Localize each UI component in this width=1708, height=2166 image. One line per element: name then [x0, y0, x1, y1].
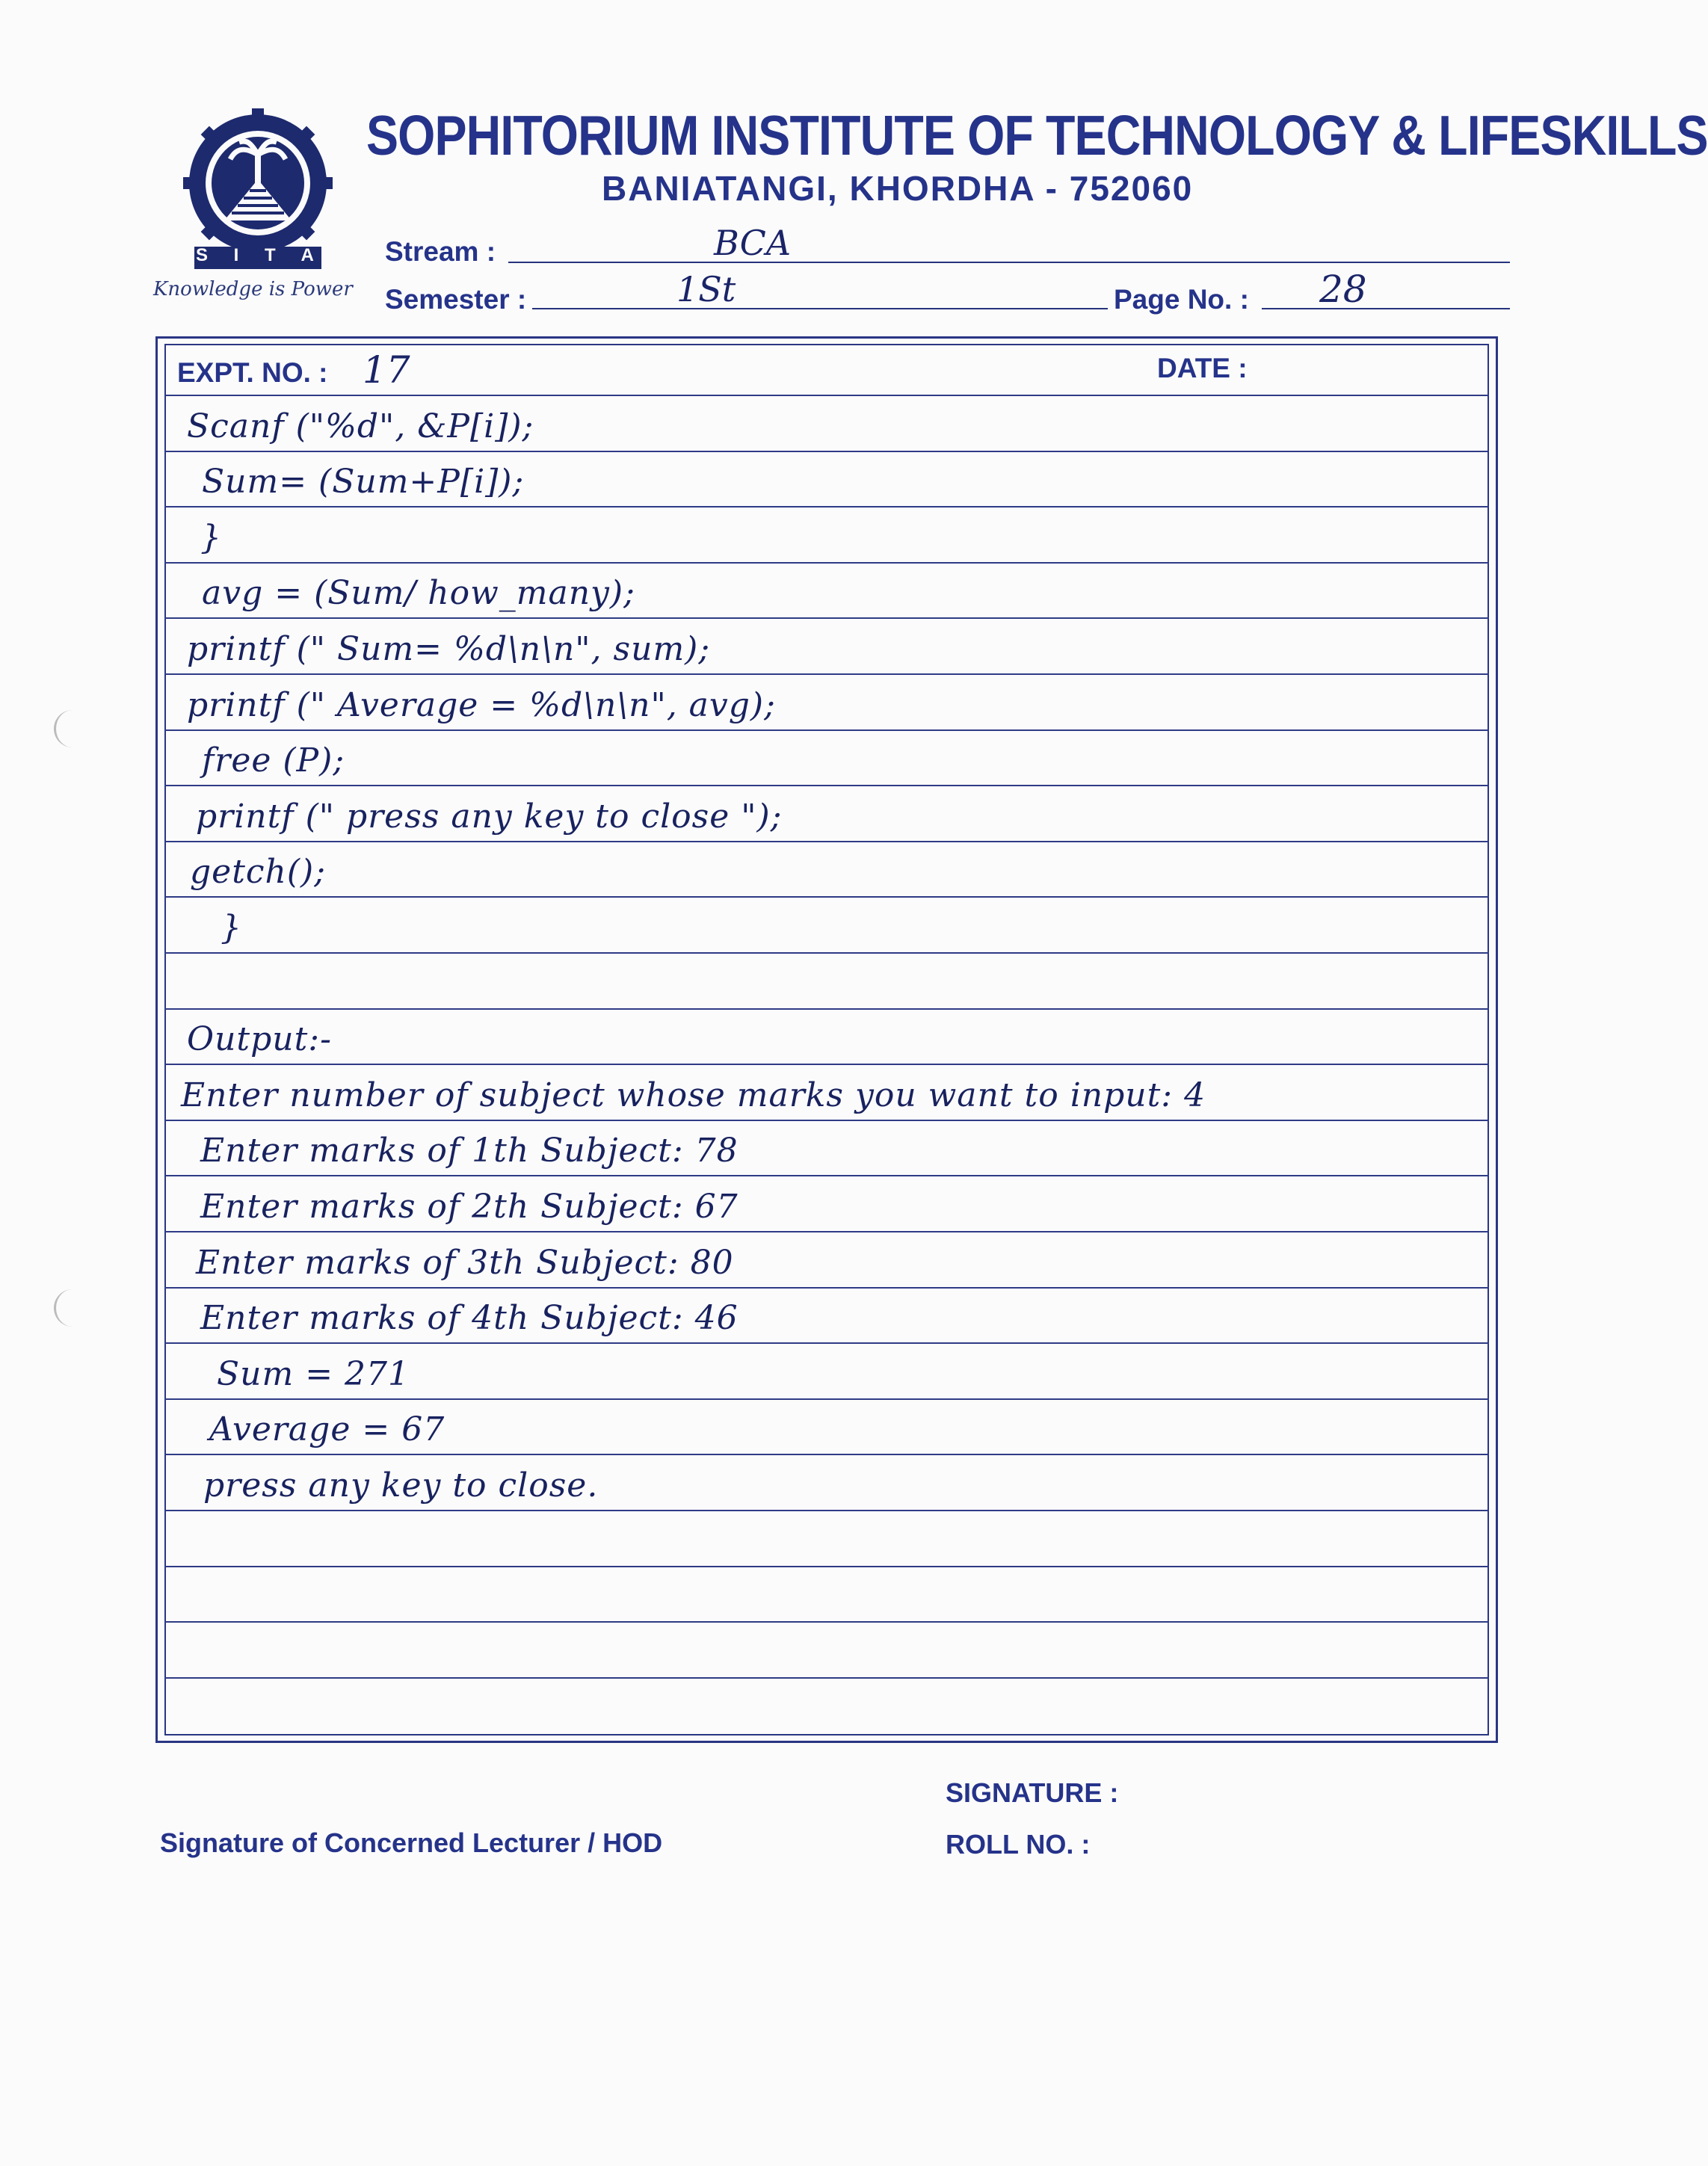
handwritten-line: printf (" Sum= %d\n\n", sum); — [187, 630, 711, 668]
roll-number-label: ROLL NO. : — [946, 1829, 1091, 1860]
ruled-line — [164, 1510, 1489, 1511]
experiment-number-label: EXPT. NO. : — [177, 357, 328, 388]
ruled-line — [164, 673, 1489, 675]
semester-value: 1St — [676, 269, 736, 309]
handwritten-line: free (P); — [202, 741, 345, 780]
ruled-line — [164, 1677, 1489, 1679]
handwritten-line: printf (" press any key to close "); — [196, 797, 783, 836]
ruled-line — [164, 451, 1489, 452]
ruled-line — [164, 896, 1489, 898]
institute-address: BANIATANGI, KHORDHA - 752060 — [602, 169, 1194, 208]
lecturer-signature-label: Signature of Concerned Lecturer / HOD — [160, 1827, 663, 1858]
stream-value: BCA — [714, 223, 792, 263]
handwritten-line: Enter marks of 3th Subject: 80 — [196, 1244, 734, 1282]
ruled-line — [164, 1398, 1489, 1400]
handwritten-line: avg = (Sum/ how_many); — [202, 574, 635, 612]
ruled-line — [164, 952, 1489, 954]
handwritten-line: Sum= (Sum+P[i]); — [202, 463, 525, 501]
institute-name: SOPHITORIUM INSTITUTE OF TECHNOLOGY & LIFESKILLS — [366, 104, 1708, 167]
ruled-line — [164, 729, 1489, 731]
ruled-line — [164, 1064, 1489, 1065]
page-number-value: 28 — [1319, 268, 1367, 311]
page-number-label: Page No. : — [1114, 284, 1249, 315]
handwritten-line: printf (" Average = %d\n\n", avg); — [187, 686, 776, 724]
handwritten-line: Scanf ("%d", &P[i]); — [187, 407, 534, 445]
semester-label: Semester : — [385, 284, 527, 315]
handwritten-line: Sum = 271 — [217, 1355, 410, 1393]
logo-abbreviation: S I T A L — [196, 245, 361, 265]
handwritten-line: } — [200, 519, 222, 557]
ruled-line — [164, 1342, 1489, 1344]
binding-hole-mark — [54, 1289, 78, 1327]
ruled-line — [164, 1287, 1489, 1289]
handwritten-line: press any key to close. — [203, 1466, 599, 1505]
page-frame-inner — [164, 344, 1489, 1735]
handwritten-line: Enter marks of 4th Subject: 46 — [200, 1299, 739, 1337]
experiment-number-value: 17 — [363, 348, 410, 392]
ruled-line — [164, 506, 1489, 507]
handwritten-line: Enter marks of 1th Subject: 78 — [200, 1132, 739, 1170]
handwritten-line: Output:- — [187, 1020, 332, 1058]
ruled-line — [164, 395, 1489, 396]
date-label: DATE : — [1157, 353, 1248, 383]
ruled-line — [164, 617, 1489, 619]
semester-rule — [532, 308, 1108, 309]
ruled-line — [164, 1454, 1489, 1455]
handwritten-line: Average = 67 — [209, 1410, 446, 1448]
ruled-line — [164, 1008, 1489, 1010]
handwritten-line: Enter marks of 2th Subject: 67 — [200, 1188, 739, 1226]
signature-label: SIGNATURE : — [946, 1777, 1119, 1808]
ruled-line — [164, 785, 1489, 786]
motto: Knowledge is Power — [153, 278, 353, 300]
handwritten-line: getch(); — [190, 853, 327, 891]
ruled-line — [164, 1120, 1489, 1121]
handwritten-line: } — [221, 909, 242, 947]
binding-hole-mark — [54, 710, 78, 747]
ruled-line — [164, 1175, 1489, 1176]
handwritten-line: Enter number of subject whose marks you want to input: 4 — [181, 1076, 1206, 1114]
stream-label: Stream : — [385, 236, 496, 267]
ruled-line — [164, 562, 1489, 564]
page-number-rule — [1262, 308, 1510, 309]
ruled-line — [164, 1231, 1489, 1232]
ruled-line — [164, 1566, 1489, 1567]
stream-rule — [508, 262, 1510, 263]
ruled-line — [164, 841, 1489, 842]
ruled-line — [164, 1621, 1489, 1623]
